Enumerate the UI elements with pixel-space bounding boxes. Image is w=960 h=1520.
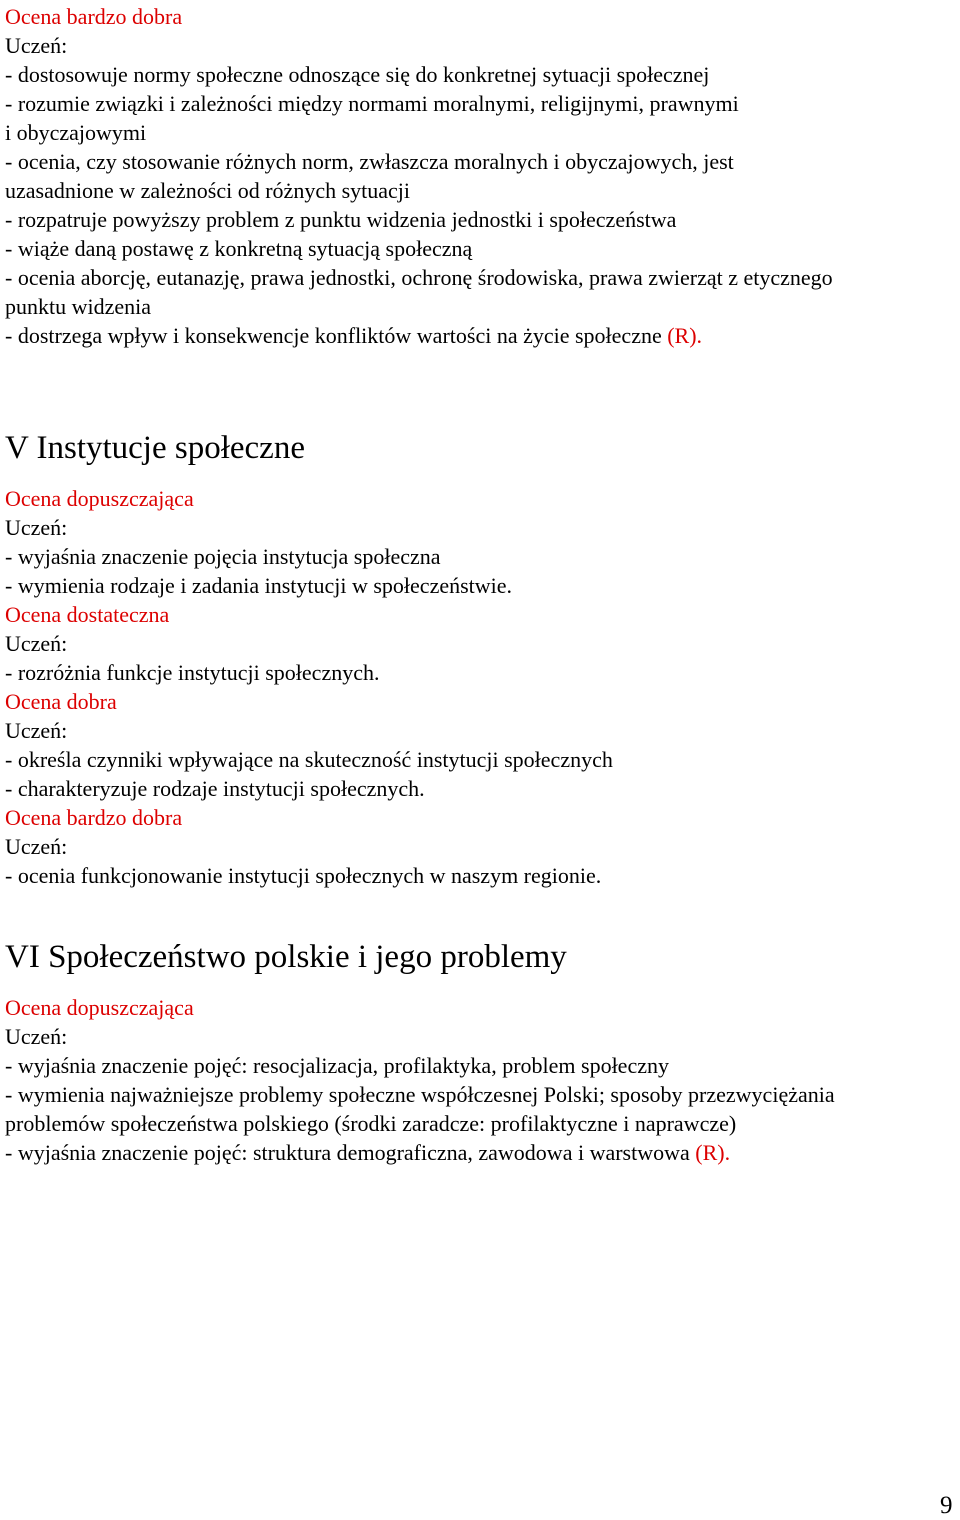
grade-heading: Ocena bardzo dobra	[5, 4, 183, 29]
list-item: - rozumie związki i zależności między normami moralnymi, religijnymi, prawnymi	[5, 91, 739, 116]
student-label: Uczeń:	[5, 33, 68, 58]
list-item: - dostosowuje normy społeczne odnoszące się do konkretnej sytuacji społecznej	[5, 62, 710, 87]
list-item: - wyjaśnia znaczenie pojęcia instytucja społeczna	[5, 544, 441, 569]
extended-level-mark: (R).	[667, 323, 703, 348]
student-label: Uczeń:	[5, 834, 68, 859]
list-item: i obyczajowymi	[5, 120, 147, 145]
grade-heading: Ocena dopuszczająca	[5, 995, 194, 1020]
list-item-text: - wyjaśnia znaczenie pojęć: struktura demograficzna, zawodowa i warstwowa	[5, 1140, 696, 1165]
grade-block	[5, 484, 960, 600]
list-item: - wymienia najważniejsze problemy społeczne współczesnej Polski; sposoby przezwyciężania	[5, 1082, 835, 1107]
list-item: - rozróżnia funkcje instytucji społecznych.	[5, 660, 380, 685]
grade-block	[5, 803, 960, 890]
list-item-text: - dostrzega wpływ i konsekwencje konfliktów wartości na życie społeczne	[5, 323, 668, 348]
list-item	[5, 321, 960, 350]
grade-block	[5, 687, 960, 803]
extended-level-mark: (R).	[695, 1140, 731, 1165]
section-title: V Instytucje społeczne	[5, 430, 305, 466]
page-number: 9	[940, 1492, 953, 1519]
grade-block-top	[5, 2, 960, 350]
grade-heading: Ocena dostateczna	[5, 602, 170, 627]
list-item: punktu widzenia	[5, 294, 152, 319]
grade-block	[5, 600, 960, 687]
student-label: Uczeń:	[5, 515, 68, 540]
list-item: uzasadnione w zależności od różnych sytuacji	[5, 178, 411, 203]
list-item: - wymienia rodzaje i zadania instytucji w społeczeństwie.	[5, 573, 513, 598]
student-label: Uczeń:	[5, 718, 68, 743]
list-item: - charakteryzuje rodzaje instytucji społecznych.	[5, 776, 425, 801]
section-title: VI Społeczeństwo polskie i jego problemy	[5, 939, 567, 975]
student-label: Uczeń:	[5, 1024, 68, 1049]
document-page	[5, 2, 960, 1167]
list-item: - wiąże daną postawę z konkretną sytuacją społeczną	[5, 236, 473, 261]
grade-heading: Ocena dopuszczająca	[5, 486, 194, 511]
grade-heading: Ocena dobra	[5, 689, 117, 714]
list-item: problemów społeczeństwa polskiego (środki zaradcze: profilaktyczne i naprawcze)	[5, 1111, 737, 1136]
list-item: - ocenia, czy stosowanie różnych norm, zwłaszcza moralnych i obyczajowych, jest	[5, 149, 734, 174]
list-item: - wyjaśnia znaczenie pojęć: resocjalizacja, profilaktyka, problem społeczny	[5, 1053, 669, 1078]
list-item: - rozpatruje powyższy problem z punktu widzenia jednostki i społeczeństwa	[5, 207, 677, 232]
list-item: - ocenia aborcję, eutanazję, prawa jednostki, ochronę środowiska, prawa zwierząt z etycznego	[5, 265, 833, 290]
student-label: Uczeń:	[5, 631, 68, 656]
list-item: - ocenia funkcjonowanie instytucji społecznych w naszym regionie.	[5, 863, 602, 888]
grade-block	[5, 993, 960, 1167]
list-item: - określa czynniki wpływające na skuteczność instytucji społecznych	[5, 747, 613, 772]
grade-heading: Ocena bardzo dobra	[5, 805, 183, 830]
list-item	[5, 1138, 960, 1167]
